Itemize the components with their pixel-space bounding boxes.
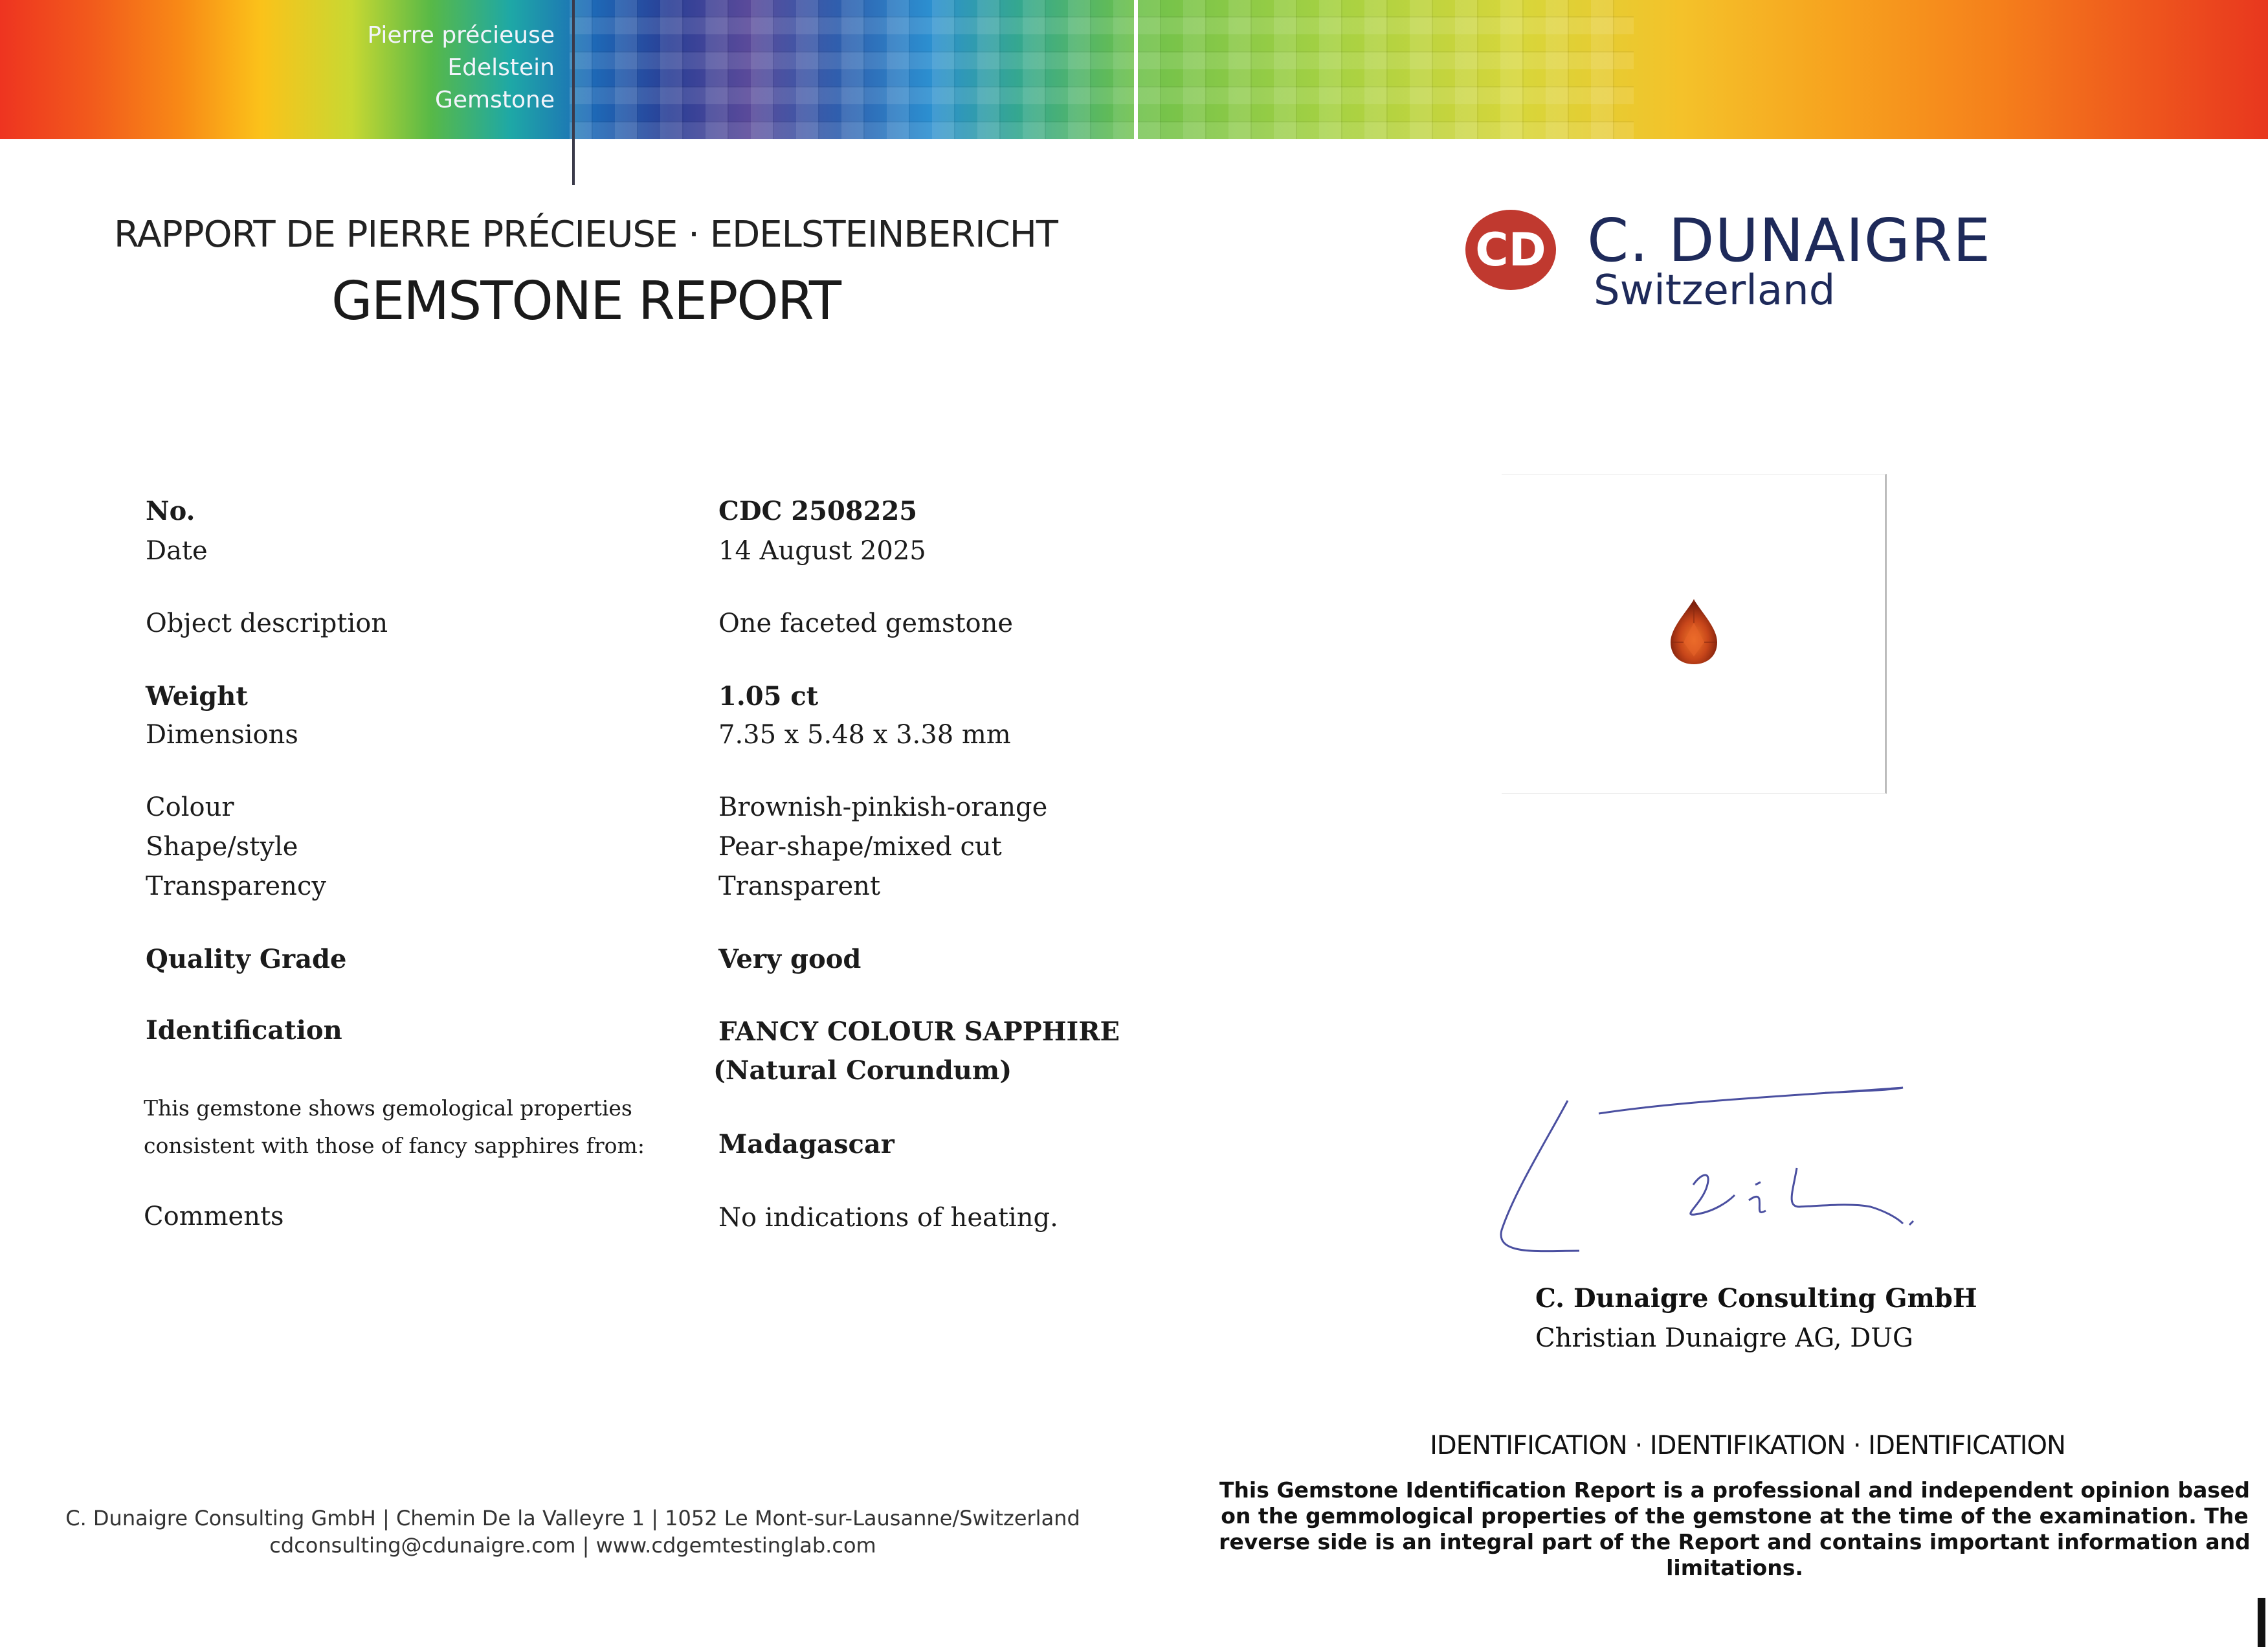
date-value: 14 August 2025	[718, 536, 926, 566]
header-divider-line	[572, 0, 575, 185]
disclaimer-text: This Gemstone Identification Report is a professional and independent opinion based on the gemmological properties of the gemstone at the time of the examination. The reverse side is an integral part of the Report and contains important information and limitations.	[1219, 1477, 2251, 1580]
quality-grade-label: Quality Grade	[146, 944, 347, 974]
dimensions-label: Dimensions	[146, 720, 298, 750]
colour-value: Brownish-pinkish-orange	[718, 792, 1048, 822]
weight-value: 1.05 ct	[718, 681, 819, 711]
identification-value: FANCY COLOUR SAPPHIRE	[718, 1016, 1120, 1047]
header-word-fr: Pierre précieuse	[367, 22, 555, 49]
tile-pattern	[570, 0, 1134, 139]
footer-address: C. Dunaigre Consulting GmbH | Chemin De la Valleyre 1 | 1052 Le Mont-sur-Lausanne/Switzerland	[65, 1506, 1080, 1530]
header-color-band-left	[0, 0, 1134, 139]
origin-note-line-2: consistent with those of fancy sapphires from:	[144, 1133, 645, 1158]
comments-label: Comments	[144, 1202, 284, 1231]
object-description-value: One faceted gemstone	[718, 609, 1014, 638]
identification-heading: IDENTIFICATION · IDENTIFIKATION · IDENTIFICATION	[1430, 1431, 2065, 1461]
identification-label: Identification	[146, 1015, 342, 1046]
header-language-words	[283, 19, 555, 117]
signatory-company: Christian Dunaigre AG, DUG	[1535, 1323, 1913, 1353]
comments-value: No indications of heating.	[718, 1203, 1058, 1233]
signatory-name: C. Dunaigre Consulting GmbH	[1535, 1283, 1977, 1314]
identification-species: (Natural Corundum)	[713, 1055, 1012, 1086]
signature-image	[1489, 1062, 1981, 1308]
tile-pattern	[1138, 0, 1634, 139]
cd-logo-icon	[1464, 208, 1557, 291]
footer-contact: cdconsulting@cdunaigre.com | www.cdgemtestinglab.com	[269, 1533, 876, 1558]
company-logo-name: C. DUNAIGRE	[1587, 206, 1992, 275]
quality-grade-value: Very good	[718, 944, 862, 974]
report-subtitle: RAPPORT DE PIERRE PRÉCIEUSE · EDELSTEINBERICHT	[113, 214, 1058, 256]
origin-value: Madagascar	[718, 1129, 895, 1160]
origin-note-line-1: This gemstone shows gemological properties	[144, 1095, 632, 1121]
transparency-label: Transparency	[146, 871, 326, 901]
object-description-label: Object description	[146, 609, 388, 638]
shape-label: Shape/style	[146, 832, 298, 862]
transparency-value: Transparent	[718, 871, 881, 901]
number-label: No.	[146, 496, 195, 526]
gemstone-photo	[1668, 597, 1720, 667]
report-title: GEMSTONE REPORT	[331, 271, 840, 332]
header-color-band-right	[1138, 0, 2268, 139]
colour-label: Colour	[146, 792, 234, 822]
page-edge-mark	[2258, 1598, 2265, 1647]
header-word-de: Edelstein	[447, 54, 555, 81]
dimensions-value: 7.35 x 5.48 x 3.38 mm	[718, 720, 1011, 750]
number-value: CDC 2508225	[718, 496, 918, 526]
svg-text:CD: CD	[1475, 223, 1546, 276]
shape-value: Pear-shape/mixed cut	[718, 832, 1002, 862]
header-word-en: Gemstone	[435, 87, 555, 113]
date-label: Date	[146, 536, 208, 566]
company-logo-country: Switzerland	[1594, 267, 1836, 315]
weight-label: Weight	[146, 681, 248, 711]
